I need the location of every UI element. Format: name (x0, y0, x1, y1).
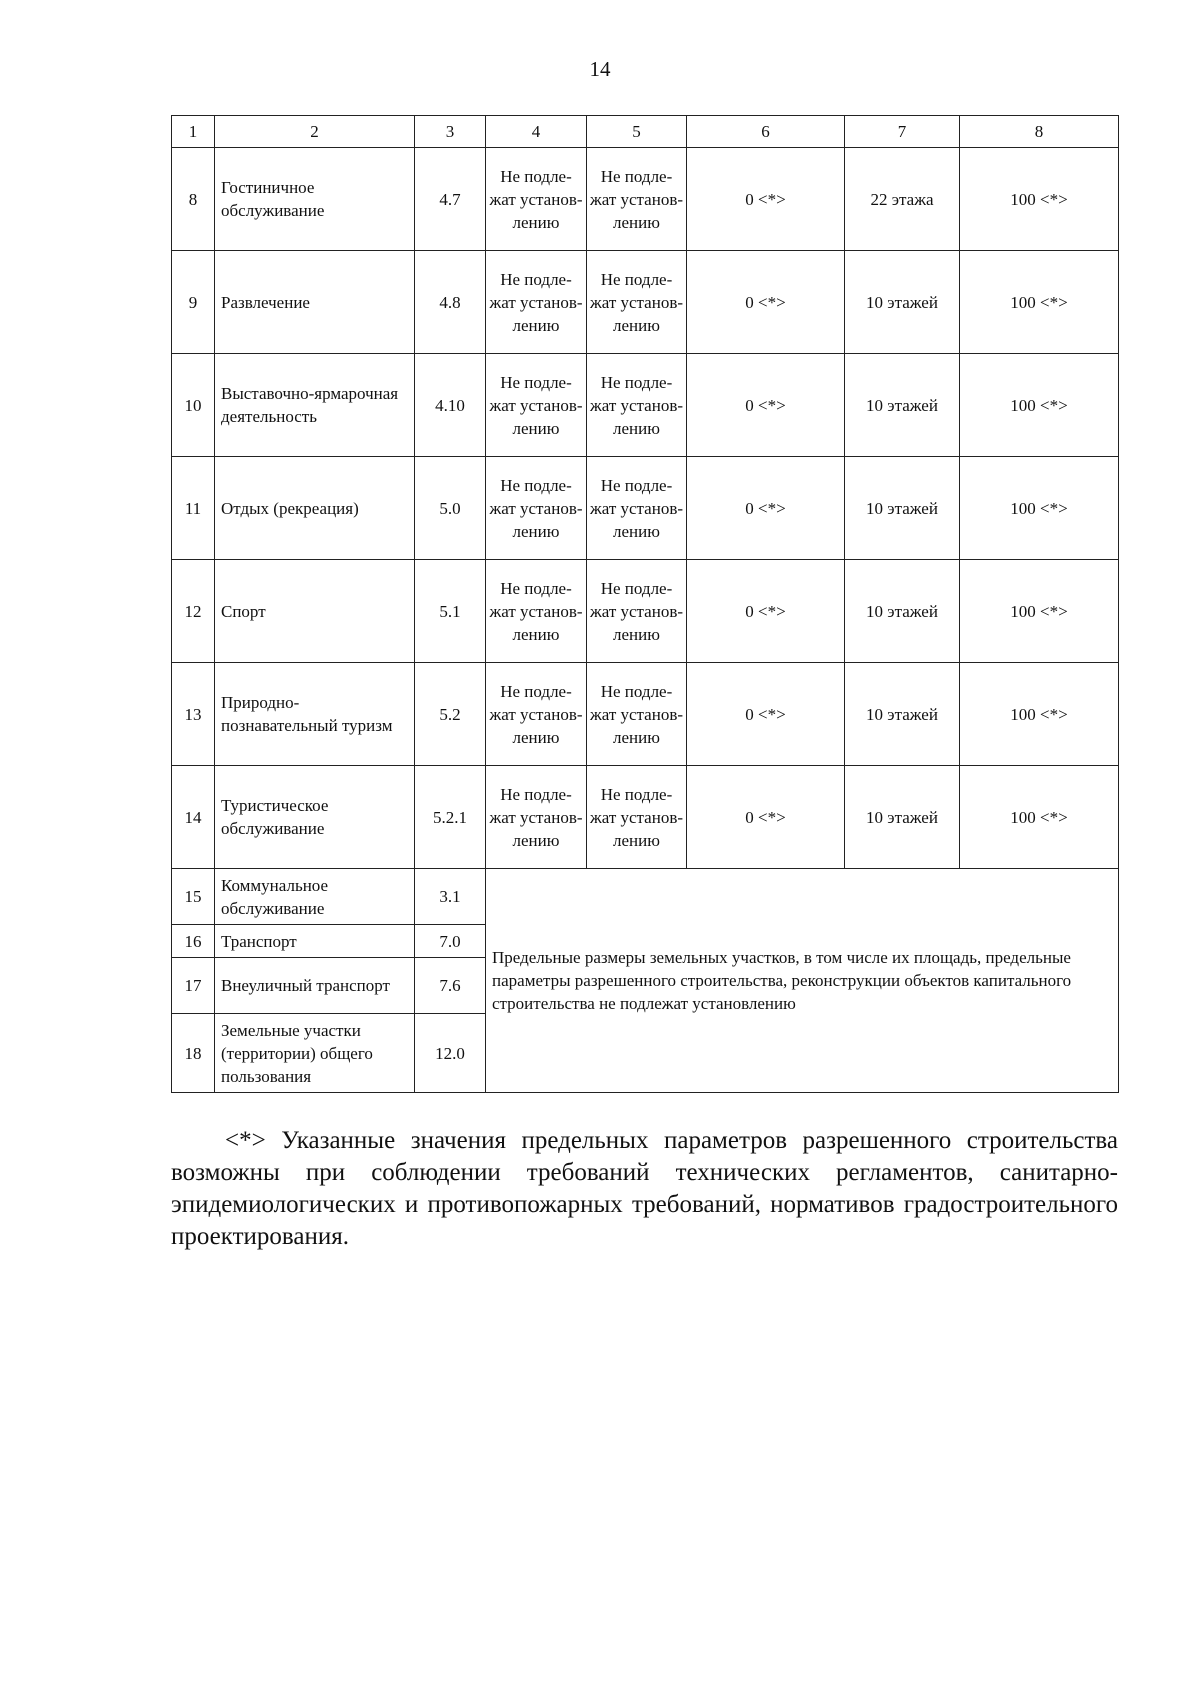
land-use-name: Отдых (рекреация) (215, 457, 415, 560)
column-7-value: 22 этажа (845, 148, 960, 251)
row-number: 17 (172, 958, 215, 1014)
header-cell: 8 (960, 116, 1119, 148)
header-cell: 4 (486, 116, 587, 148)
column-8-value: 100 <*> (960, 148, 1119, 251)
table-row (172, 148, 1119, 251)
column-4-value: Не подле-жат установ-лению (486, 560, 587, 663)
land-use-code: 4.7 (415, 148, 486, 251)
table-header-row (172, 116, 1119, 148)
column-5-value: Не подле-жат установ-лению (587, 148, 687, 251)
column-4-value: Не подле-жат установ-лению (486, 663, 587, 766)
header-cell: 1 (172, 116, 215, 148)
column-5-value: Не подле-жат установ-лению (587, 251, 687, 354)
land-use-code: 5.1 (415, 560, 486, 663)
land-use-code: 5.0 (415, 457, 486, 560)
row-number: 15 (172, 869, 215, 925)
column-6-value: 0 <*> (687, 148, 845, 251)
column-5-value: Не подле-жат установ-лению (587, 560, 687, 663)
land-use-code: 12.0 (415, 1014, 486, 1093)
land-use-name: Внеуличный транспорт (215, 958, 415, 1014)
row-number: 14 (172, 766, 215, 869)
row-number: 11 (172, 457, 215, 560)
land-use-name: Выставочно-ярмарочная деятельность (215, 354, 415, 457)
land-use-code: 4.8 (415, 251, 486, 354)
row-number: 10 (172, 354, 215, 457)
footnote (171, 1125, 1118, 1253)
land-use-name: Природно-познавательный туризм (215, 663, 415, 766)
column-6-value: 0 <*> (687, 663, 845, 766)
header-cell: 5 (587, 116, 687, 148)
land-use-parameters-table (171, 115, 1119, 1093)
row-number: 12 (172, 560, 215, 663)
header-cell: 7 (845, 116, 960, 148)
land-use-code: 4.10 (415, 354, 486, 457)
column-7-value: 10 этажей (845, 560, 960, 663)
land-use-code: 5.2.1 (415, 766, 486, 869)
land-use-name: Спорт (215, 560, 415, 663)
header-cell: 2 (215, 116, 415, 148)
column-7-value: 10 этажей (845, 457, 960, 560)
row-number: 18 (172, 1014, 215, 1093)
row-number: 8 (172, 148, 215, 251)
column-8-value: 100 <*> (960, 663, 1119, 766)
column-7-value: 10 этажей (845, 663, 960, 766)
column-5-value: Не подле-жат установ-лению (587, 663, 687, 766)
footnote-text: <*> Указанные значения предельных параметров разрешенного строительства возможны при соблюдении требований технических регламентов, санитарно-эпидемиологических и противопожарных требований, нормативов градостроительного проектирования. (171, 1127, 1118, 1250)
table-row (172, 766, 1119, 869)
column-6-value: 0 <*> (687, 354, 845, 457)
land-use-name: Туристическое обслуживание (215, 766, 415, 869)
column-8-value: 100 <*> (960, 766, 1119, 869)
row-number: 9 (172, 251, 215, 354)
column-6-value: 0 <*> (687, 560, 845, 663)
land-use-name: Земельные участки (территории) общего пользования (215, 1014, 415, 1093)
land-use-code: 7.6 (415, 958, 486, 1014)
merged-note-cell: Предельные размеры земельных участков, в том числе их площадь, предельные параметры разрешенного строительства, реконструкции объектов капитального строительства не подлежат установлению (486, 869, 1119, 1093)
column-8-value: 100 <*> (960, 457, 1119, 560)
column-7-value: 10 этажей (845, 766, 960, 869)
column-5-value: Не подле-жат установ-лению (587, 457, 687, 560)
table-row (172, 354, 1119, 457)
column-5-value: Не подле-жат установ-лению (587, 766, 687, 869)
table-row (172, 560, 1119, 663)
land-use-code: 7.0 (415, 925, 486, 958)
column-6-value: 0 <*> (687, 457, 845, 560)
column-4-value: Не подле-жат установ-лению (486, 766, 587, 869)
land-use-code: 5.2 (415, 663, 486, 766)
header-cell: 3 (415, 116, 486, 148)
land-use-name: Гостиничное обслуживание (215, 148, 415, 251)
row-number: 16 (172, 925, 215, 958)
table-row (172, 663, 1119, 766)
land-use-code: 3.1 (415, 869, 486, 925)
column-4-value: Не подле-жат установ-лению (486, 354, 587, 457)
land-use-name: Развлечение (215, 251, 415, 354)
table-row (172, 251, 1119, 354)
page-number: 14 (589, 57, 611, 81)
land-use-name: Коммунальное обслуживание (215, 869, 415, 925)
column-4-value: Не подле-жат установ-лению (486, 457, 587, 560)
land-use-name: Транспорт (215, 925, 415, 958)
table-row (172, 457, 1119, 560)
column-7-value: 10 этажей (845, 354, 960, 457)
column-8-value: 100 <*> (960, 560, 1119, 663)
column-4-value: Не подле-жат установ-лению (486, 148, 587, 251)
column-8-value: 100 <*> (960, 354, 1119, 457)
header-cell: 6 (687, 116, 845, 148)
column-5-value: Не подле-жат установ-лению (587, 354, 687, 457)
column-8-value: 100 <*> (960, 251, 1119, 354)
table-row (172, 869, 1119, 925)
column-6-value: 0 <*> (687, 251, 845, 354)
column-6-value: 0 <*> (687, 766, 845, 869)
row-number: 13 (172, 663, 215, 766)
column-4-value: Не подле-жат установ-лению (486, 251, 587, 354)
column-7-value: 10 этажей (845, 251, 960, 354)
